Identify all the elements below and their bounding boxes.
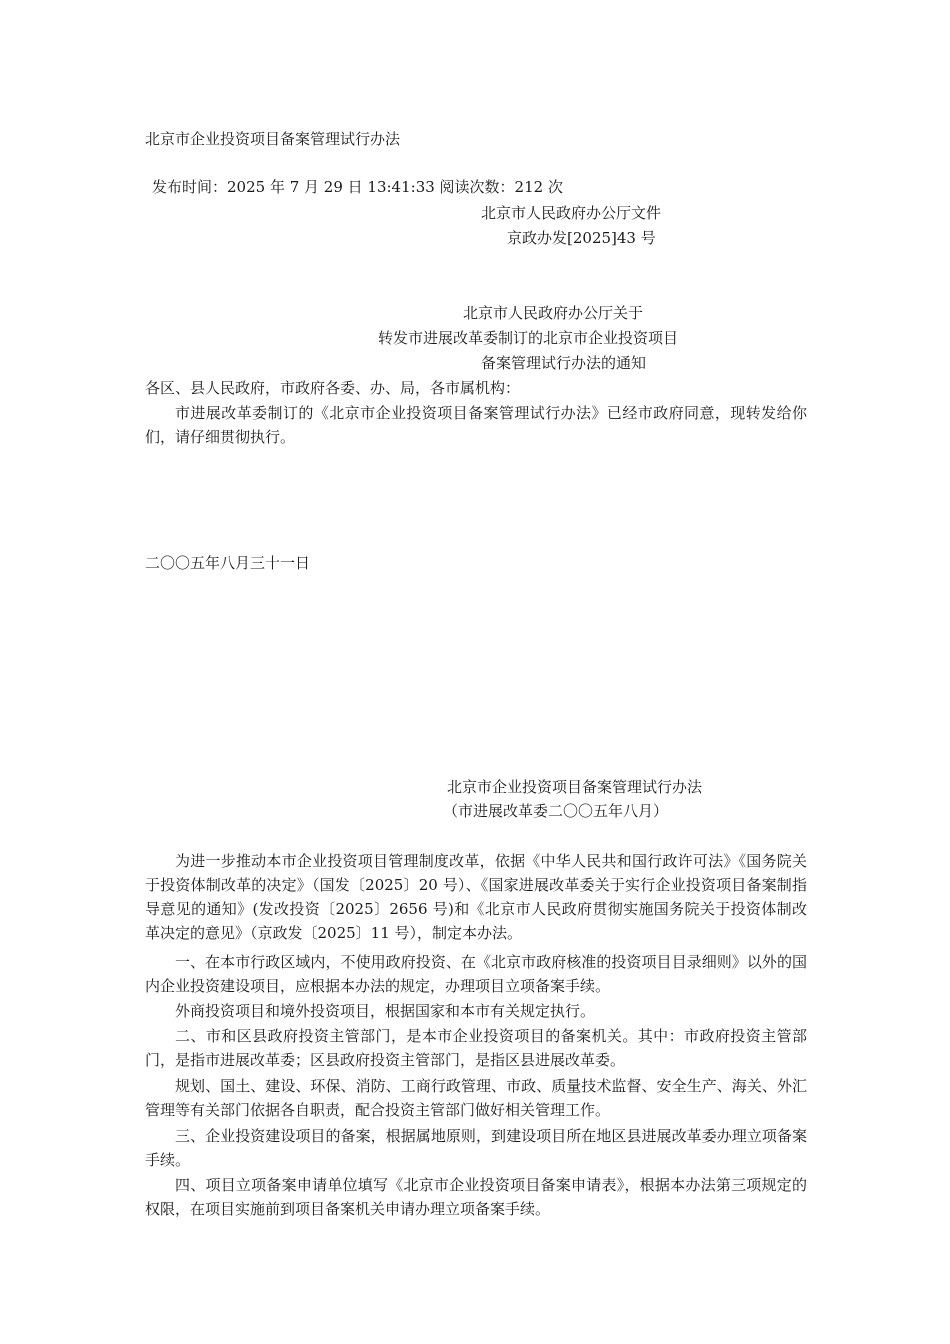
- notice-title-line3: 备案管理试行办法的通知: [481, 354, 647, 372]
- notice-title-line2: 转发市进展改革委制订的北京市企业投资项目: [378, 329, 679, 347]
- measures-paragraph: 二、市和区县政府投资主管部门，是本市企业投资项目的备案机关。其中：市政府投资主管部门，是指市进展改革委；区县政府投资主管部门，是指区县进展改革委。: [145, 1027, 807, 1069]
- publish-info: 发布时间：2025 年 7 月 29 日 13:41:33 阅读次数：212 次: [152, 178, 563, 196]
- notice-date: 二〇〇五年八月三十一日: [145, 554, 311, 572]
- notice-body: 市进展改革委制订的《北京市企业投资项目备案管理试行办法》已经市政府同意，现转发给你们，请仔细贯彻执行。: [145, 404, 807, 446]
- measures-paragraph: 外商投资项目和境外投资项目，根据国家和本市有关规定执行。: [175, 1002, 596, 1020]
- measures-paragraph: 一、在本市行政区域内，不使用政府投资、在《北京市政府核准的投资项目目录细则》以外的国内企业投资建设项目，应根据本办法的规定，办理项目立项备案手续。: [145, 953, 807, 995]
- measures-subtitle: （市进展改革委二〇〇五年八月）: [443, 802, 669, 820]
- doc-title: 北京市企业投资项目备案管理试行办法: [145, 130, 401, 148]
- measures-paragraph: 为进一步推动本市企业投资项目管理制度改革，依据《中华人民共和国行政许可法》《国务院关于投资体制改革的决定》（国发〔2025〕20 号）、《国家进展改革委关于实行企业投资项目备案制指导意见的通知》(发改投资〔2025〕2656 号)和《北京市人民政府贯彻实施国务院关于投资体制改革决定的意见》（京政发〔2025〕11 号），制定本办法。: [145, 852, 807, 942]
- measures-paragraph: 三、企业投资建设项目的备案，根据属地原则，到建设项目所在地区县进展改革委办理立项备案手续。: [145, 1127, 807, 1169]
- doc-number: 京政办发[2025]43 号: [507, 229, 656, 247]
- measures-title: 北京市企业投资项目备案管理试行办法: [447, 778, 703, 796]
- notice-title-line1: 北京市人民政府办公厅关于: [463, 304, 644, 322]
- measures-paragraph: 四、项目立项备案申请单位填写《北京市企业投资项目备案申请表》，根据本办法第三项规定的权限，在项目实施前到项目备案机关申请办理立项备案手续。: [145, 1176, 807, 1218]
- addressee: 各区、县人民政府，市政府各委、办、局，各市属机构：: [145, 379, 521, 397]
- issuer: 北京市人民政府办公厅文件: [481, 204, 662, 222]
- measures-paragraph: 规划、国土、建设、环保、消防、工商行政管理、市政、质量技术监督、安全生产、海关、外汇管理等有关部门依据各自职责，配合投资主管部门做好相关管理工作。: [145, 1077, 807, 1119]
